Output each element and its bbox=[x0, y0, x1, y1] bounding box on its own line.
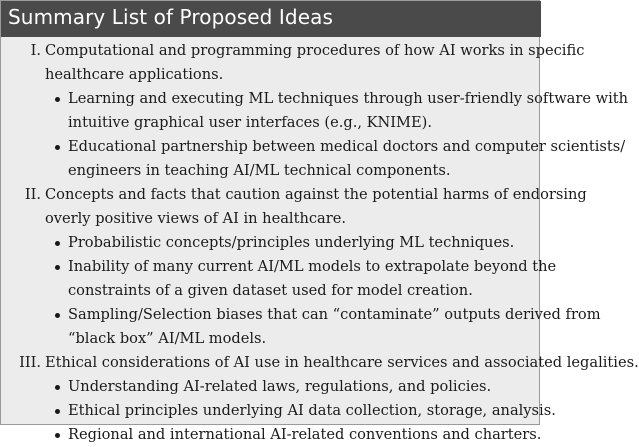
list-item-line: “black box” AI/ML models. bbox=[68, 330, 267, 347]
bullet-dot bbox=[55, 385, 60, 390]
list-item-line: engineers in teaching AI/ML technical components. bbox=[68, 162, 451, 179]
list-item-line: Sampling/Selection biases that can “contaminate” outputs derived from bbox=[68, 306, 601, 323]
section-heading-line: healthcare applications. bbox=[45, 66, 224, 83]
section-heading-line: Computational and programming procedures of how AI works in specific bbox=[45, 42, 585, 59]
section-numeral: II. bbox=[24, 186, 41, 203]
list-item-line: Inability of many current AI/ML models to extrapolate beyond the bbox=[68, 258, 557, 275]
bullet-dot bbox=[55, 313, 60, 318]
section-numeral: III. bbox=[19, 354, 41, 371]
bullet-dot bbox=[55, 145, 60, 150]
list-item-line: Ethical principles underlying AI data collection, storage, analysis. bbox=[68, 402, 556, 419]
bullet-dot bbox=[55, 409, 60, 414]
list-item-line: constraints of a given dataset used for model creation. bbox=[68, 282, 473, 299]
list-item-line: Educational partnership between medical doctors and computer scientists/ bbox=[68, 138, 626, 155]
section-heading-line: overly positive views of AI in healthcare. bbox=[45, 210, 346, 227]
list-item-line: Learning and executing ML techniques through user-friendly software with bbox=[68, 90, 629, 107]
section-heading-line: Ethical considerations of AI use in healthcare services and associated legalities. bbox=[45, 354, 639, 371]
section-numeral: I. bbox=[30, 42, 41, 59]
summary-title: Summary List of Proposed Ideas bbox=[8, 5, 333, 29]
list-item-line: intuitive graphical user interfaces (e.g., KNIME). bbox=[68, 114, 432, 131]
list-item-line: Regional and international AI-related conventions and charters. bbox=[68, 426, 542, 443]
bullet-dot bbox=[55, 433, 60, 438]
list-item-line: Understanding AI-related laws, regulations, and policies. bbox=[68, 378, 492, 395]
summary-header bbox=[1, 1, 541, 37]
section-heading-line: Concepts and facts that caution against the potential harms of endorsing bbox=[45, 186, 587, 203]
list-item-line: Probabilistic concepts/principles underlying ML techniques. bbox=[68, 234, 515, 251]
bullet-dot bbox=[55, 265, 60, 270]
bullet-dot bbox=[55, 241, 60, 246]
bullet-dot bbox=[55, 97, 60, 102]
